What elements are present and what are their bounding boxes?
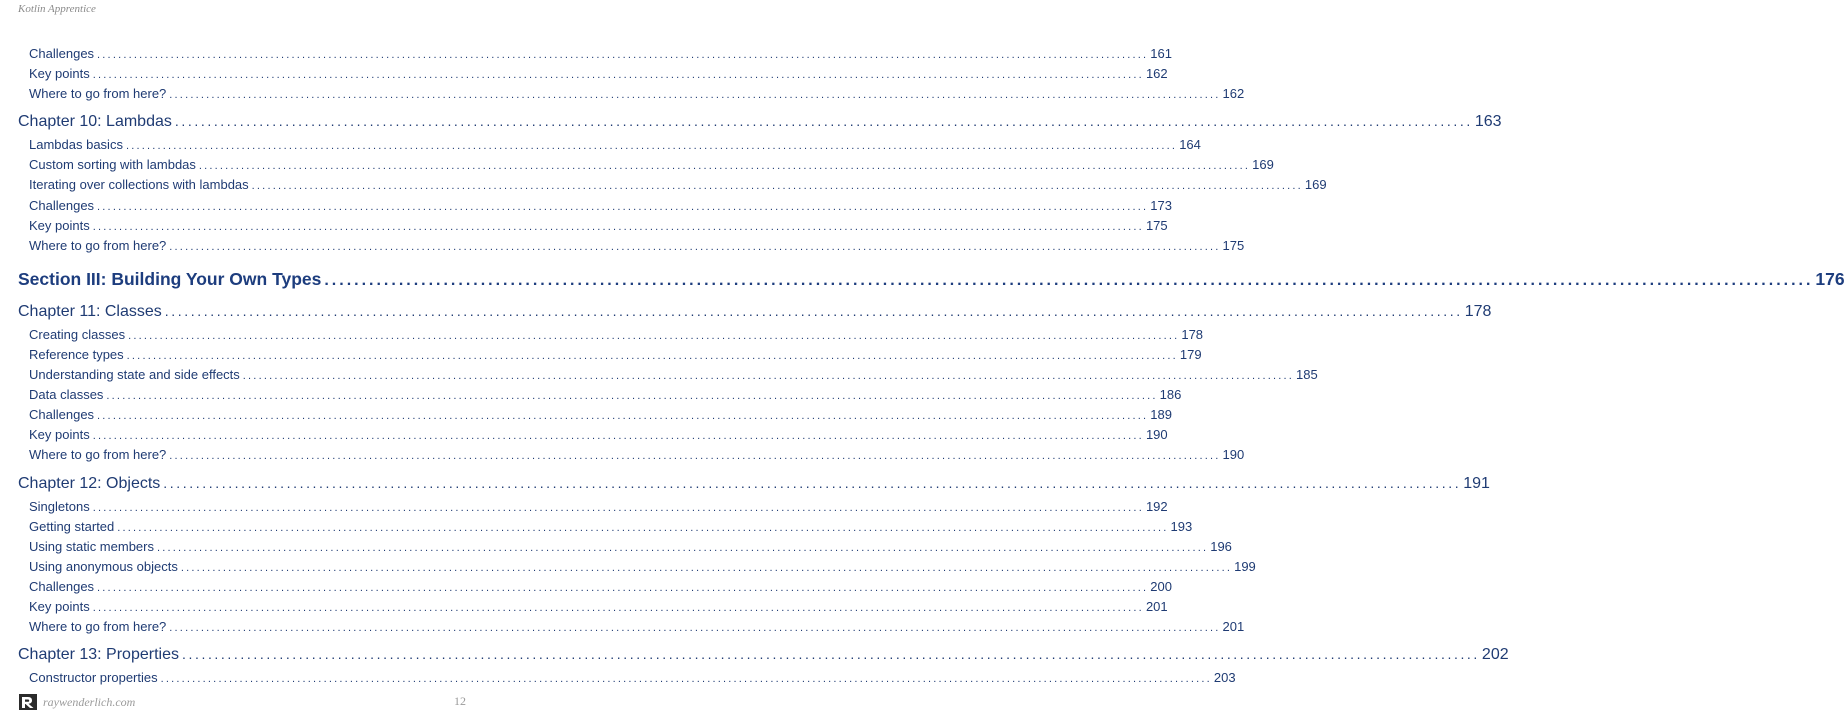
toc-entry-page-number[interactable]: 175 xyxy=(1222,237,1245,253)
toc-entry-title[interactable]: Challenges xyxy=(29,578,95,594)
toc-entry-chapter[interactable] xyxy=(0,108,1502,135)
dot-leader: ........................................................................................................................................................................................................ xyxy=(242,370,1295,383)
dot-leader: ........................................................................................................................................................................................................ xyxy=(117,521,1169,534)
toc-entry-page-number[interactable]: 169 xyxy=(1304,177,1327,193)
toc-entry-title[interactable]: Reference types xyxy=(29,346,124,362)
toc-entry-sub[interactable] xyxy=(0,385,1182,405)
toc-entry-page-number[interactable]: 179 xyxy=(1179,346,1202,362)
toc-entry-title[interactable]: Key points xyxy=(29,66,90,82)
toc-entry-sub[interactable] xyxy=(0,196,1172,216)
dot-leader: ........................................................................................................................................................................................................ xyxy=(169,240,1221,253)
toc-entry-title[interactable]: Key points xyxy=(29,217,90,233)
toc-entry-page-number[interactable]: 161 xyxy=(1150,46,1172,61)
toc-entry-title[interactable]: Chapter 13: Properties xyxy=(18,646,179,664)
dot-leader: ........................................................................................................................................................................................................ xyxy=(97,410,1149,423)
toc-entry-page-number[interactable]: 185 xyxy=(1296,367,1318,383)
toc-entry-page-number[interactable]: 186 xyxy=(1159,387,1182,403)
toc-entry-page-number[interactable]: 189 xyxy=(1150,407,1172,423)
toc-entry-title[interactable]: Key points xyxy=(29,598,90,614)
footer-site-name[interactable]: raywenderlich.com xyxy=(43,695,136,709)
toc-entry-title[interactable]: Using anonymous objects xyxy=(29,558,178,574)
dot-leader: ........................................................................................................................................................................................................ xyxy=(180,561,1233,574)
toc-entry-title[interactable]: Challenges xyxy=(29,407,95,423)
toc-entry-sub[interactable] xyxy=(0,445,1245,465)
toc-entry-sub[interactable] xyxy=(0,365,1318,385)
toc-entry-page-number[interactable]: 164 xyxy=(1179,137,1201,153)
dot-leader: ........................................................................................................................................................................................................ xyxy=(128,329,1180,342)
toc-entry-sub[interactable] xyxy=(0,44,1172,64)
toc-entry-page-number[interactable]: 163 xyxy=(1474,113,1502,131)
dot-leader: ........................................................................................................................................................................................................ xyxy=(97,200,1149,213)
toc-entry-chapter[interactable] xyxy=(0,470,1490,497)
toc-entry-page-number[interactable]: 173 xyxy=(1150,197,1172,213)
toc-entry-sub[interactable] xyxy=(0,175,1327,195)
toc-entry-sub[interactable] xyxy=(0,236,1245,256)
toc-entry-title[interactable]: Data classes xyxy=(29,387,104,403)
toc-entry-title[interactable]: Where to go from here? xyxy=(29,86,167,102)
toc-entry-page-number[interactable]: 178 xyxy=(1181,326,1204,342)
toc-entry-title[interactable]: Where to go from here? xyxy=(29,447,167,463)
toc-entry-title[interactable]: Constructor properties xyxy=(29,670,158,686)
dot-leader: ........................................................................................................................................................................................................ xyxy=(92,220,1144,233)
dot-leader: ........................................................................................................................................................................................................ xyxy=(92,69,1144,82)
toc-entry-title[interactable]: Chapter 11: Classes xyxy=(18,302,162,320)
dot-leader: ........................................................................................................................................................................................................ xyxy=(198,160,1251,173)
toc-entry-page-number[interactable]: 196 xyxy=(1210,538,1232,554)
toc-entry-sub[interactable] xyxy=(0,345,1202,365)
raywenderlich-logo-icon xyxy=(18,693,38,711)
toc-entry-page-number[interactable]: 162 xyxy=(1145,66,1168,82)
toc-entry-sub[interactable] xyxy=(0,425,1168,445)
toc-entry-page-number[interactable]: 199 xyxy=(1234,558,1256,574)
toc-entry-sub[interactable] xyxy=(0,517,1193,537)
toc-entry-sub[interactable] xyxy=(0,64,1168,84)
toc-entry-sub[interactable] xyxy=(0,597,1168,617)
toc-entry-page-number[interactable]: 200 xyxy=(1150,578,1172,594)
toc-entry-sub[interactable] xyxy=(0,155,1274,175)
toc-entry-title[interactable]: Chapter 10: Lambdas xyxy=(18,113,172,131)
toc-entry-page-number[interactable]: 162 xyxy=(1222,86,1245,102)
toc-entry-sub[interactable] xyxy=(0,325,1204,345)
toc-entry-sub[interactable] xyxy=(0,577,1172,597)
toc-entry-sub[interactable] xyxy=(0,497,1168,517)
dot-leader: ........................................................................................................................................................................................................ xyxy=(164,302,1463,319)
toc-entry-page-number[interactable]: 192 xyxy=(1145,498,1168,514)
toc-entry-page-number[interactable]: 193 xyxy=(1170,518,1193,534)
dot-leader: ........................................................................................................................................................................................................ xyxy=(92,601,1144,614)
toc-entry-title[interactable]: Challenges xyxy=(29,197,95,213)
toc-entry-title[interactable]: Lambdas basics xyxy=(29,137,123,153)
toc-entry-sub[interactable] xyxy=(0,84,1245,104)
dot-leader: ........................................................................................................................................................................................................ xyxy=(251,180,1303,193)
dot-leader: ........................................................................................................................................................................................................ xyxy=(324,271,1814,289)
dot-leader: ........................................................................................................................................................................................................ xyxy=(156,541,1209,554)
toc-entry-sub[interactable] xyxy=(0,617,1245,637)
dot-leader: ........................................................................................................................................................................................................ xyxy=(106,390,1158,403)
toc-entry-page-number[interactable]: 175 xyxy=(1145,217,1168,233)
dot-leader: ........................................................................................................................................................................................................ xyxy=(181,646,1480,663)
toc-entry-chapter[interactable] xyxy=(0,641,1509,668)
toc-entry-page-number[interactable]: 178 xyxy=(1464,302,1492,320)
dot-leader: ........................................................................................................................................................................................................ xyxy=(97,49,1149,61)
dot-leader: ........................................................................................................................................................................................................ xyxy=(174,113,1473,130)
dot-leader: ........................................................................................................................................................................................................ xyxy=(163,474,1462,491)
toc-entry-title[interactable]: Custom sorting with lambdas xyxy=(29,157,196,173)
dot-leader: ........................................................................................................................................................................................................ xyxy=(126,349,1178,362)
toc-entry-title[interactable]: Getting started xyxy=(29,518,115,534)
running-header: Kotlin Apprentice xyxy=(18,3,96,15)
table-of-contents xyxy=(0,44,1845,688)
dot-leader: ........................................................................................................................................................................................................ xyxy=(169,89,1221,102)
toc-entry-title[interactable]: Where to go from here? xyxy=(29,237,167,253)
toc-entry-chapter[interactable] xyxy=(0,298,1492,325)
dot-leader: ........................................................................................................................................................................................................ xyxy=(160,673,1212,686)
footer-page-number: 12 xyxy=(454,694,466,708)
toc-entry-page-number[interactable]: 203 xyxy=(1213,670,1236,686)
dot-leader: ........................................................................................................................................................................................................ xyxy=(92,501,1144,514)
toc-entry-page-number[interactable]: 201 xyxy=(1222,619,1245,635)
toc-entry-page-number[interactable]: 202 xyxy=(1481,646,1509,664)
toc-entry-page-number[interactable]: 169 xyxy=(1252,157,1274,173)
dot-leader: ........................................................................................................................................................................................................ xyxy=(169,450,1221,463)
toc-entry-title[interactable]: Creating classes xyxy=(29,326,126,342)
toc-entry-section[interactable] xyxy=(0,264,1845,294)
toc-entry-sub[interactable] xyxy=(0,216,1168,236)
toc-entry-page-number[interactable]: 176 xyxy=(1815,268,1845,289)
toc-entry-title[interactable]: Singletons xyxy=(29,498,90,514)
toc-entry-title[interactable]: Understanding state and side effects xyxy=(29,367,240,383)
toc-entry-sub[interactable] xyxy=(0,557,1256,577)
toc-entry-page-number[interactable]: 191 xyxy=(1463,474,1490,492)
toc-entry-title[interactable]: Where to go from here? xyxy=(29,619,167,635)
page-footer xyxy=(0,686,486,720)
toc-entry-sub[interactable] xyxy=(0,135,1201,155)
dot-leader: ........................................................................................................................................................................................................ xyxy=(97,581,1149,594)
dot-leader: ........................................................................................................................................................................................................ xyxy=(125,140,1178,153)
toc-entry-sub[interactable] xyxy=(0,405,1172,425)
toc-entry-title[interactable]: Key points xyxy=(29,427,90,443)
toc-entry-title[interactable]: Challenges xyxy=(29,46,95,61)
dot-leader: ........................................................................................................................................................................................................ xyxy=(92,430,1144,443)
toc-entry-title[interactable]: Iterating over collections with lambdas xyxy=(29,177,249,193)
toc-entry-page-number[interactable]: 190 xyxy=(1222,447,1245,463)
toc-entry-sub[interactable] xyxy=(0,537,1232,557)
toc-entry-title[interactable]: Section III: Building Your Own Types xyxy=(18,268,322,289)
toc-entry-title[interactable]: Using static members xyxy=(29,538,154,554)
toc-entry-page-number[interactable]: 190 xyxy=(1145,427,1168,443)
toc-entry-page-number[interactable]: 201 xyxy=(1145,598,1168,614)
dot-leader: ........................................................................................................................................................................................................ xyxy=(169,622,1221,635)
toc-entry-title[interactable]: Chapter 12: Objects xyxy=(18,474,161,492)
